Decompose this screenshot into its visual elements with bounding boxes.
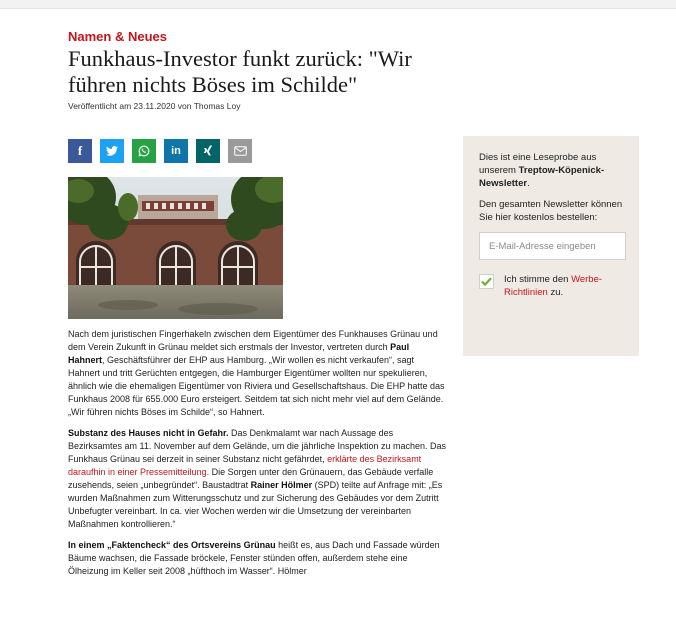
paragraph-3: In einem „Faktencheck“ des Ortsvereins Grünau heißt es, aus Dach und Fassade würden Bäume wachsen, die Fassade bröckele, Fenster stünden offen, außerdem stehe eine Ölheizung im Keller seit 2008 „hüfthoch im Wasser“. Hölmer — [68, 540, 440, 576]
article-photo — [68, 177, 283, 319]
newsletter-signup-box — [463, 136, 639, 356]
checkmark-icon — [481, 277, 492, 286]
paragraph-1: Nach dem juristischen Fingerhakeln zwischen dem Eigentümer des Funkhauses Grünau und dem Verein Zukunft in Grünau meldet sich erstmals der Investor, vertreten durch Paul Hahnert, Geschäftsführer der EHP aus Hamburg. „Wir wollen es nicht verkaufen“, sagt Hahnert und tritt Gerüchten entgegen, die Hamburger Eigentümer wollten nur spekulieren, ähnlich wie die ehemaligen Eigentümer von Riviera und Gesellschaftshaus. Die EHP hatte das Funkhaus 2008 für 655.000 Euro ersteigert. Seitdem tat sich nicht mehr viel auf dem Gelände. „Wir führen nichts Böses im Schilde“, so Hahnert. — [68, 329, 445, 417]
newsletter-cta-text: Den gesamten Newsletter können Sie hier kostenlos bestellen: — [479, 199, 623, 223]
mail-icon — [234, 146, 247, 156]
share-xing-button[interactable] — [196, 139, 220, 163]
article-body — [68, 328, 446, 586]
article-byline: Veröffentlicht am 23.11.2020 von Thomas Loy — [68, 101, 241, 111]
newsletter-intro: Dies ist eine Leseprobe aus unserem Treptow-Köpenick-Newsletter. — [479, 152, 605, 189]
share-mail-button[interactable] — [228, 139, 252, 163]
consent-checkbox[interactable] — [479, 274, 494, 289]
linkedin-icon: in — [171, 145, 181, 157]
newsletter-name: Treptow-Köpenick-Newsletter — [479, 165, 605, 189]
article — [68, 29, 448, 576]
share-facebook-button[interactable] — [68, 139, 92, 163]
paragraph-lead: In einem „Faktencheck“ des Ortsvereins Grünau — [68, 540, 276, 550]
whatsapp-icon — [138, 145, 150, 157]
person-name: Paul Hahnert — [68, 342, 410, 365]
share-linkedin-button[interactable] — [164, 139, 188, 163]
email-input[interactable] — [479, 232, 626, 260]
browser-top-strip — [0, 0, 676, 9]
facebook-icon: f — [77, 143, 83, 158]
share-twitter-button[interactable] — [100, 139, 124, 163]
consent-label: Ich stimme den Werbe-Richtlinien zu. — [504, 274, 603, 298]
bottom-fade — [0, 616, 676, 632]
person-name: Rainer Hölmer — [250, 480, 313, 490]
consent-row — [479, 273, 623, 299]
twitter-icon — [106, 146, 118, 156]
xing-icon — [202, 145, 214, 158]
press-release-link[interactable]: erklärte des Bezirksamt daraufhin in einer Pressemitteilung. — [68, 454, 422, 477]
article-headline: Funkhaus-Investor funkt zurück: "Wir führen nichts Böses im Schilde" — [68, 46, 412, 97]
paragraph-2: Substanz des Hauses nicht in Gefahr. Das Denkmalamt war nach Aussage des Bezirksamtes am 11. November auf dem Gelände, um die jährliche Inspektion zu machen. Das Funkhaus Grünau sei derzeit in seiner Substanz nicht gefährdet, erklärte des Bezirksamt daraufhin in einer Pressemitteilung. Die Sorgen unter den Grünauern, das Gebäude verfalle zusehends, seien „unbegründet“. Baustadtrat Rainer Hölmer (SPD) teilte auf Anfrage mit: „Es wurden Maßnahmen zum Witterungsschutz und zur Sicherung des Gebäudes vor dem Zutritt Unbefugter vereinbart. In ca. vier Wochen werden wir die Umsetzung der vereinbarten Maßnahmen kontrollieren.“ — [68, 428, 447, 529]
section-kicker[interactable]: Namen & Neues — [68, 29, 167, 44]
share-whatsapp-button[interactable] — [132, 139, 156, 163]
paragraph-lead: Substanz des Hauses nicht in Gefahr. — [68, 428, 229, 438]
ad-guidelines-link[interactable]: Werbe-Richtlinien — [504, 274, 603, 298]
share-bar — [68, 139, 252, 163]
